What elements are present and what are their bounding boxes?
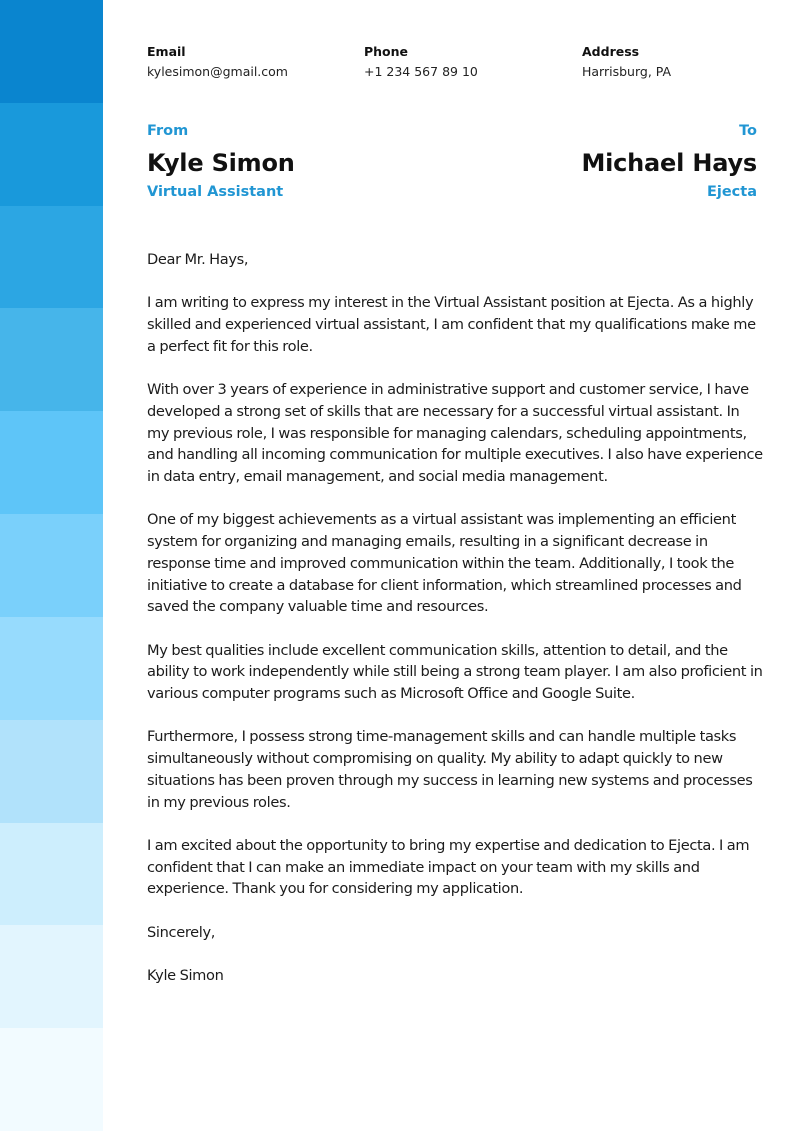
sender-block: [147, 122, 295, 201]
sidebar-stripe: [0, 411, 103, 514]
contact-phone: [364, 44, 478, 81]
paragraph: I am writing to express my interest in the Virtual Assistant position at Ejecta. As a highly skilled and experienced virtual assistant, I am confident that my qualifications make me a perfect fit for this role.: [147, 294, 756, 355]
contact-email: [147, 44, 288, 81]
sidebar-stripe: [0, 617, 103, 720]
sidebar-stripe: [0, 823, 103, 926]
address-value: Harrisburg, PA: [582, 64, 672, 79]
sender-title: Virtual Assistant: [147, 184, 284, 200]
sidebar-stripe: [0, 206, 103, 309]
email-value: kylesimon@gmail.com: [147, 64, 288, 79]
sidebar-stripe: [0, 720, 103, 823]
sidebar-stripe: [0, 514, 103, 617]
recipient-company: Ejecta: [706, 184, 757, 200]
paragraph: My best qualities include excellent communication skills, attention to detail, and the ability to work independently while still being a strong team player. I am also proficient in various computer programs such as Microsoft Office and Google Suite.: [147, 641, 763, 702]
phone-label: Phone: [364, 44, 409, 59]
sidebar-stripe: [0, 0, 103, 103]
salutation: Dear Mr. Hays,: [147, 251, 249, 268]
recipient-name: Michael Hays: [581, 149, 757, 177]
address-label: Address: [582, 44, 640, 59]
sidebar-stripe: [0, 103, 103, 206]
email-label: Email: [147, 44, 186, 59]
decorative-sidebar: [0, 0, 103, 1131]
to-label: To: [739, 123, 757, 139]
contact-address: [582, 44, 671, 81]
sidebar-stripe: [0, 1028, 103, 1131]
sidebar-stripe: [0, 308, 103, 411]
sender-name: Kyle Simon: [147, 149, 295, 177]
paragraph: Furthermore, I possess strong time-management skills and can handle multiple tasks simultaneously without compromising on quality. My ability to adapt quickly to new situations has been proven through my success in learning new systems and processes in my previous roles.: [147, 728, 753, 811]
paragraph: One of my biggest achievements as a virtual assistant was implementing an efficient system for organizing and managing emails, resulting in a significant decrease in response time and improved communication within the team. Additionally, I took the initiative to create a database for client information, which streamlined processes and saved the company valuable time and resources.: [147, 511, 742, 616]
sidebar-stripe: [0, 925, 103, 1028]
paragraph: I am excited about the opportunity to bring my expertise and dedication to Ejecta. I am confident that I can make an immediate impact on your team with my skills and experience. Thank you for considering my application.: [147, 836, 750, 898]
from-label: From: [147, 123, 189, 139]
paragraph: With over 3 years of experience in administrative support and customer service, I have developed a strong set of skills that are necessary for a successful virtual assistant. In my previous role, I was responsible for managing calendars, scheduling appointments, and handling all incoming communication for multiple executives. I also have experience in data entry, email management, and social media management.: [147, 381, 763, 485]
phone-value: +1 234 567 89 10: [364, 64, 478, 79]
letter-body: [147, 249, 765, 1008]
closing: Sincerely,: [147, 923, 216, 941]
contact-info: [147, 44, 757, 84]
recipient-block: [581, 122, 757, 201]
signature: Kyle Simon: [147, 967, 224, 985]
